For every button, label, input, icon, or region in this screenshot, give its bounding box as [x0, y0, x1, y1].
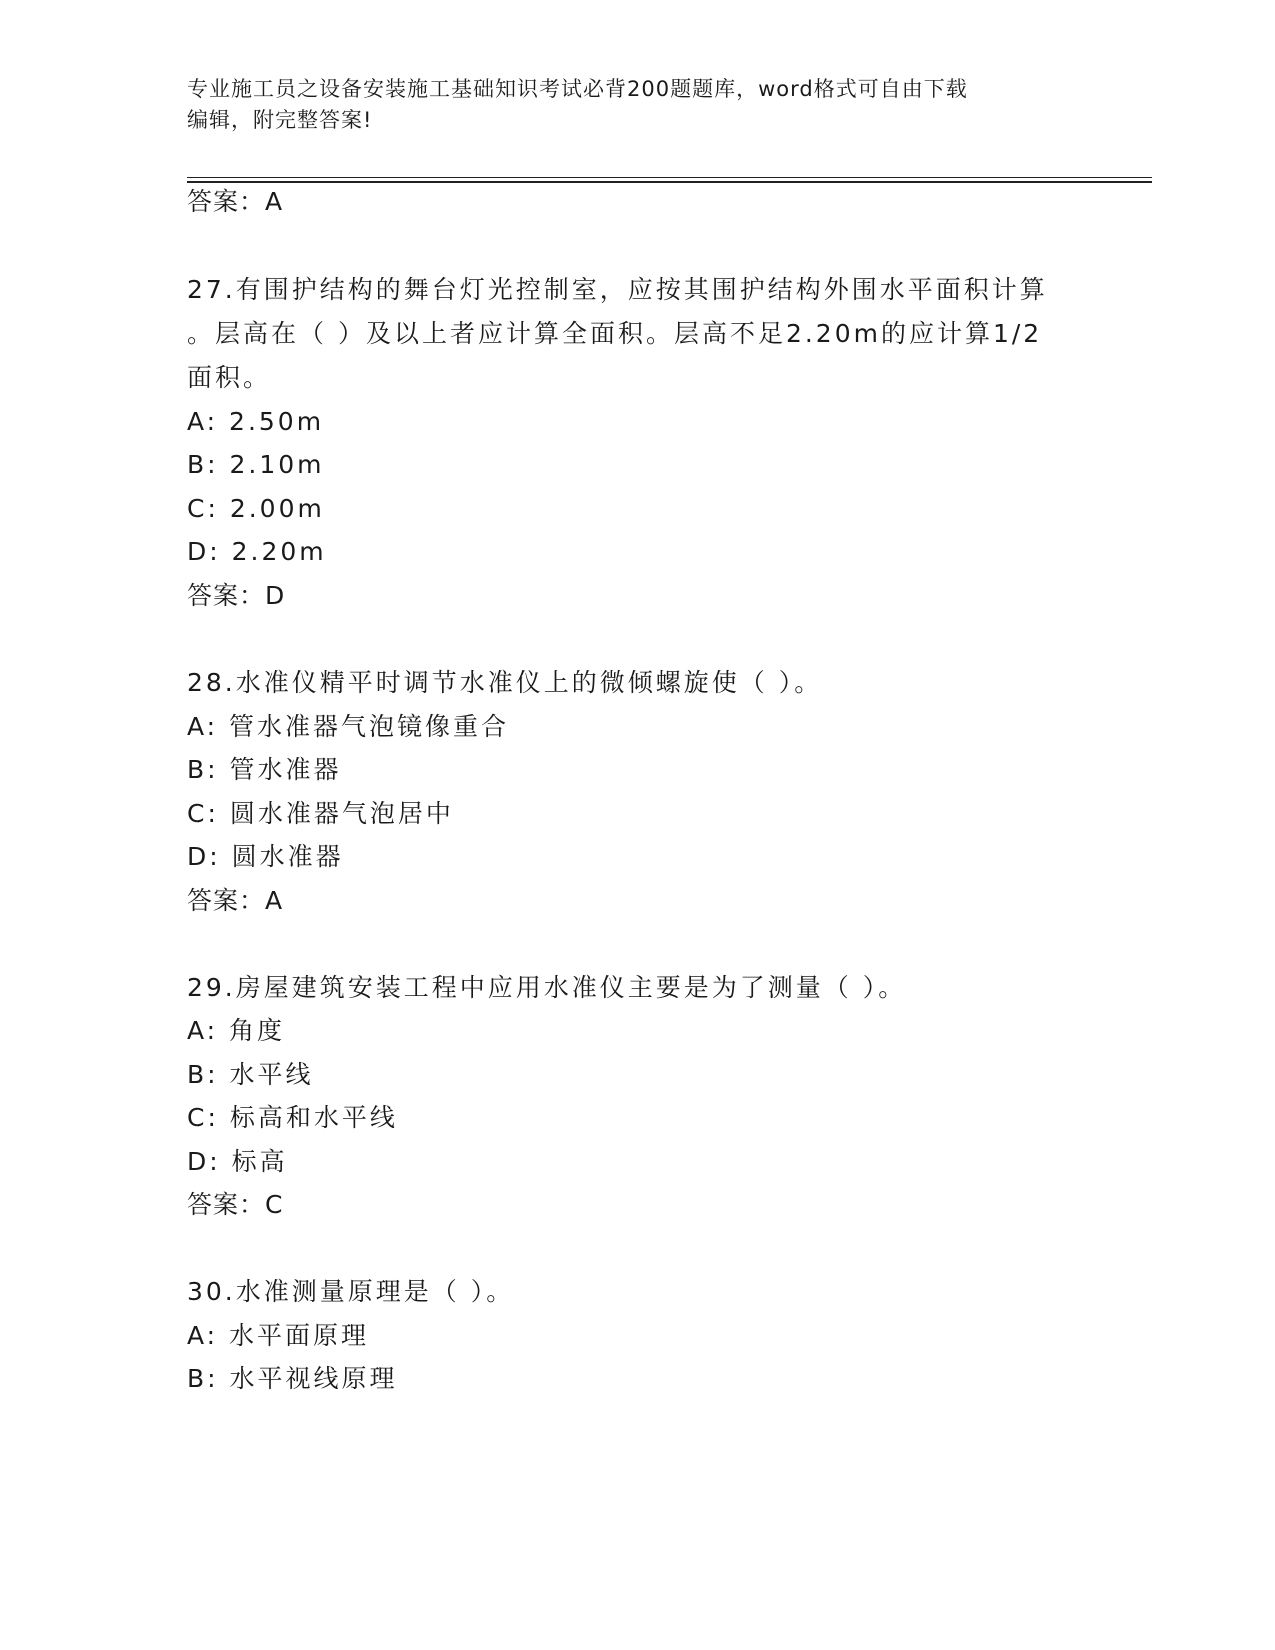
option-a: A: 角度 [187, 1016, 286, 1045]
option-b: B: 水平视线原理 [187, 1364, 398, 1393]
question-text: 29.房屋建筑安装工程中应用水准仪主要是为了测量（ ）。 [187, 973, 907, 1002]
answer: 答案：D [187, 581, 286, 610]
option-b: B: 2.10m [187, 450, 325, 479]
option-c: C: 2.00m [187, 494, 325, 523]
header-line-2: 编辑，附完整答案! [187, 108, 373, 132]
option-d: D: 标高 [187, 1147, 288, 1176]
answer: 答案：A [187, 886, 284, 915]
option-d: D: 2.20m [187, 537, 327, 566]
option-c: C: 圆水准器气泡居中 [187, 799, 454, 828]
header-line-1: 专业施工员之设备安装施工基础知识考试必背200题题库，word格式可自由下载 [187, 77, 968, 101]
page-header [187, 74, 1087, 136]
option-a: A: 2.50m [187, 407, 325, 436]
question-text: 。层高在（ ）及以上者应计算全面积。层高不足2.20m的应计算1/2 [187, 319, 1043, 348]
header-divider-thin [187, 177, 1152, 178]
answer: 答案：C [187, 1190, 284, 1219]
answer-previous: 答案：A [187, 187, 284, 216]
option-c: C: 标高和水平线 [187, 1103, 398, 1132]
option-a: A: 管水准器气泡镜像重合 [187, 712, 510, 741]
question-text: 28.水准仪精平时调节水准仪上的微倾螺旋使（ ）。 [187, 668, 823, 697]
option-b: B: 管水准器 [187, 755, 342, 784]
question-text: 30.水准测量原理是（ ）。 [187, 1277, 515, 1306]
question-text: 面积。 [187, 363, 272, 392]
option-d: D: 圆水准器 [187, 842, 344, 871]
option-b: B: 水平线 [187, 1060, 314, 1089]
question-text: 27.有围护结构的舞台灯光控制室，应按其围护结构外围水平面积计算 [187, 275, 1048, 304]
header-divider-thick [187, 181, 1152, 183]
option-a: A: 水平面原理 [187, 1321, 370, 1350]
